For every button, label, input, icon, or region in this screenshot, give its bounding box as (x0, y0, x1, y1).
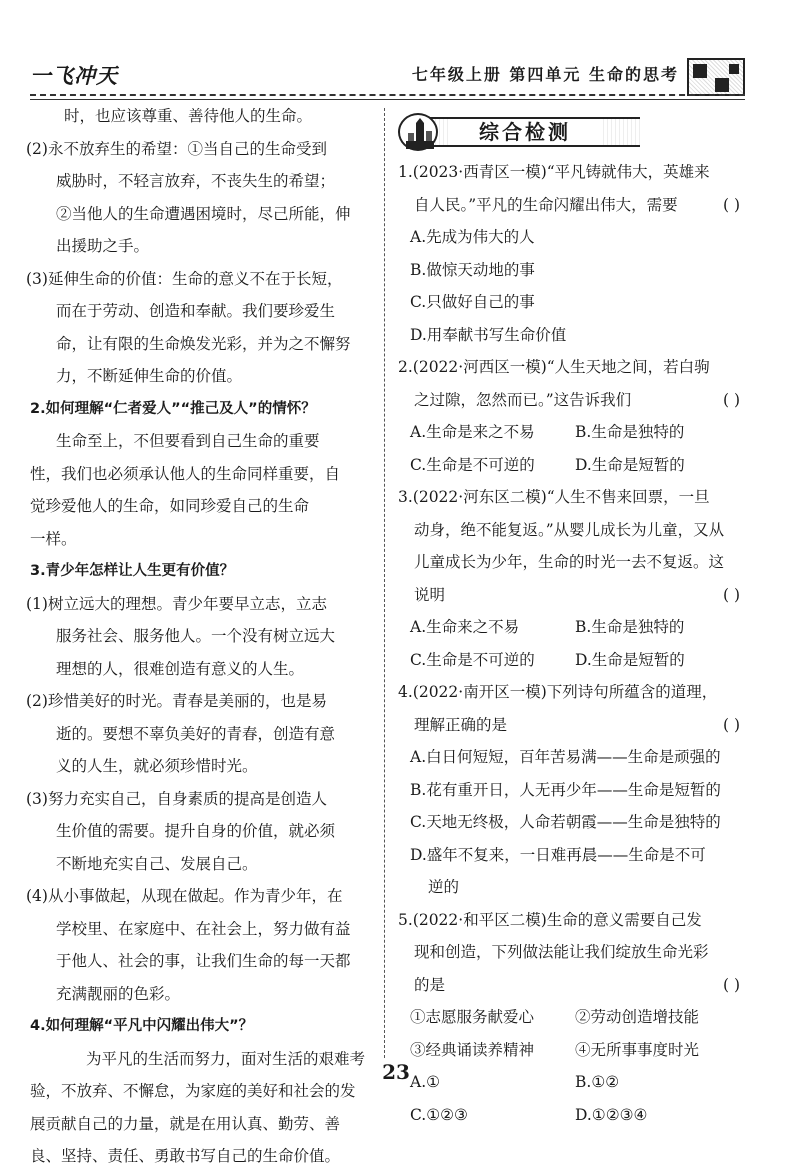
right-column (398, 156, 758, 1131)
option-row (398, 611, 758, 644)
question-stem: 4.(2022·南开区一模)下列诗句所蕴含的道理， (398, 683, 718, 701)
text-line: 而在于劳动、创造和奉献。我们要珍爱生 (56, 302, 336, 320)
text-line: 逝的。要想不辜负美好的青春，创造有意 (56, 724, 336, 743)
text-line: (1)树立远大的理想。青少年要早立志，立志 (26, 594, 327, 613)
question-stem: 动身，绝不能复返。”从婴儿成长为儿童，又从 (414, 520, 725, 539)
text-line: 充满靓丽的色彩。 (56, 984, 181, 1003)
option-d[interactable]: D.①②③④ (575, 1105, 648, 1124)
text-line: 为平凡的生活而努力，面对生活的艰难考 (86, 1049, 366, 1068)
text-line: 学校里、在家庭中、在社会上，努力做有益 (56, 919, 351, 938)
option-a[interactable]: A.白日何短短，百年苦易满——生命是顽强的 (410, 748, 721, 766)
question-stem: 说明 ( ) (398, 579, 758, 612)
statement-row (398, 1001, 758, 1034)
option-b[interactable]: B.生命是独特的 (575, 423, 685, 441)
question-stem: 1.(2023·西青区一模)“平凡铸就伟大，英雄来 (398, 163, 710, 181)
question-stem: 5.(2022·和平区二模)生命的意义需要自己发 (398, 910, 702, 929)
option-d[interactable]: D.生命是短暂的 (575, 455, 685, 474)
option-c[interactable]: C.天地无终极，人命若朝霞——生命是独特的 (410, 813, 721, 831)
statement-2: ②劳动创造增技能 (575, 1008, 700, 1026)
column-divider (384, 108, 385, 1058)
question-stem: 之过隙，忽然而已。”这告诉我们 ( ) (398, 384, 758, 417)
section-bar (428, 117, 640, 147)
option-c[interactable]: C.生命是不可逆的 (410, 455, 535, 474)
option-b[interactable]: B.①② (575, 1073, 620, 1091)
option-a[interactable]: A.生命是来之不易 (410, 423, 535, 441)
text-line: (3)延伸生命的价值：生命的意义不在于长短， (26, 269, 343, 288)
monument-icon (398, 113, 438, 151)
question-stem: 的是 ( ) (398, 969, 758, 1002)
question-title: 4.如何理解“平凡中闪耀出伟大”？ (30, 1018, 254, 1034)
option-b[interactable]: B.花有重开日，人无再少年——生命是短暂的 (410, 780, 721, 799)
text-line: 生命至上，不但要看到自己生命的重要 (56, 432, 320, 450)
left-column (26, 100, 376, 1173)
answer-blank[interactable]: ( ) (722, 715, 740, 734)
option-a[interactable]: A.生命来之不易 (410, 618, 520, 636)
text-line: 出援助之手。 (56, 237, 150, 255)
text-line: (2)珍惜美好的时光。青春是美丽的，也是易 (26, 692, 327, 710)
brand-logo: 一飞冲天 (30, 64, 118, 88)
text-line: 性，我们也必须承认他人的生命同样重要，自 (30, 464, 341, 483)
page-header (30, 58, 745, 92)
option-b[interactable]: B.做惊天动地的事 (410, 260, 535, 279)
answer-blank[interactable]: ( ) (722, 195, 740, 214)
text-line: 理想的人，很难创造有意义的人生。 (56, 659, 305, 678)
answer-blank[interactable]: ( ) (722, 975, 740, 994)
option-c[interactable]: C.只做好自己的事 (410, 293, 535, 311)
question-stem: 2.(2022·河西区一模)“人生天地之间，若白驹 (398, 358, 710, 376)
answer-blank[interactable]: ( ) (722, 585, 740, 604)
corner-decoration (687, 58, 745, 96)
option-d[interactable]: D.生命是短暂的 (575, 650, 685, 669)
text-line: 命，让有限的生命焕发光彩，并为之不懈努 (56, 334, 351, 353)
text-line: 义的人生，就必须珍惜时光。 (56, 757, 258, 775)
text-line: 展贡献自己的力量，就是在用认真、勤劳、善 (30, 1114, 341, 1133)
question-stem: 理解正确的是 ( ) (398, 709, 758, 742)
text-line: 验，不放弃、不懈怠，为家庭的美好和社会的发 (30, 1082, 356, 1100)
option-row (398, 416, 758, 449)
option-row (398, 449, 758, 482)
text-line: (4)从小事做起，从现在做起。作为青少年，在 (26, 887, 343, 905)
page-number: 23 (382, 1060, 410, 1084)
text-line: 良、坚持、责任、勇敢书写自己的生命价值。 (30, 1147, 341, 1165)
question-stem: 现和创造，下列做法能让我们绽放生命光彩 (414, 943, 709, 961)
option-row (398, 1066, 758, 1099)
text-line: 服务社会、服务他人。一个没有树立远大 (56, 627, 336, 645)
answer-blank[interactable]: ( ) (722, 390, 740, 409)
running-title: 七年级上册 第四单元 生命的思考 (411, 65, 679, 84)
text-line: 于他人、社会的事，让我们生命的每一天都 (56, 952, 351, 970)
statement-row (398, 1034, 758, 1067)
option-d-continued: 逆的 (428, 878, 460, 896)
question-stem: 儿童成长为少年，生命的时光一去不复返。这 (414, 553, 725, 571)
text-line: (2)永不放弃生的希望：①当自己的生命受到 (26, 139, 327, 158)
text-line: 力，不断延伸生命的价值。 (56, 367, 243, 385)
text-line: 威胁时，不轻言放弃，不丧失生的希望； (56, 172, 336, 190)
option-row (398, 1099, 758, 1132)
text-line: 一样。 (30, 529, 77, 548)
option-row (398, 644, 758, 677)
option-a[interactable]: A.先成为伟大的人 (410, 228, 535, 246)
option-a[interactable]: A.① (410, 1073, 441, 1091)
option-c[interactable]: C.①②③ (410, 1105, 468, 1124)
text-line: 觉珍爱他人的生命，如同珍爱自己的生命 (30, 497, 310, 515)
text-line: 生价值的需要。提升自身的价值，就必须 (56, 822, 336, 840)
option-c[interactable]: C.生命是不可逆的 (410, 650, 535, 669)
question-stem: 自人民。”平凡的生命闪耀出伟大，需要 ( ) (398, 189, 758, 222)
section-header (398, 113, 648, 151)
question-title: 3.青少年怎样让人生更有价值？ (30, 563, 235, 579)
text-line: 不断地充实自己、发展自己。 (56, 854, 258, 873)
text-line: 时，也应该尊重、善待他人的生命。 (64, 107, 313, 125)
statement-4: ④无所事事度时光 (575, 1040, 700, 1059)
text-line: ②当他人的生命遭遇困境时，尽己所能，伸 (56, 204, 351, 223)
statement-3: ③经典诵读养精神 (410, 1040, 535, 1059)
question-stem: 3.(2022·河东区二模)“人生不售来回票，一旦 (398, 488, 710, 506)
option-d[interactable]: D.盛年不复来，一日难再晨——生命是不可 (410, 845, 706, 864)
option-d[interactable]: D.用奉献书写生命价值 (410, 325, 567, 344)
question-title: 2.如何理解“仁者爱人”“推己及人”的情怀？ (30, 400, 316, 417)
statement-1: ①志愿服务献爱心 (410, 1008, 535, 1026)
option-b[interactable]: B.生命是独特的 (575, 618, 685, 636)
text-line: (3)努力充实自己，自身素质的提高是创造人 (26, 789, 327, 808)
section-title: 综合检测 (450, 119, 600, 145)
